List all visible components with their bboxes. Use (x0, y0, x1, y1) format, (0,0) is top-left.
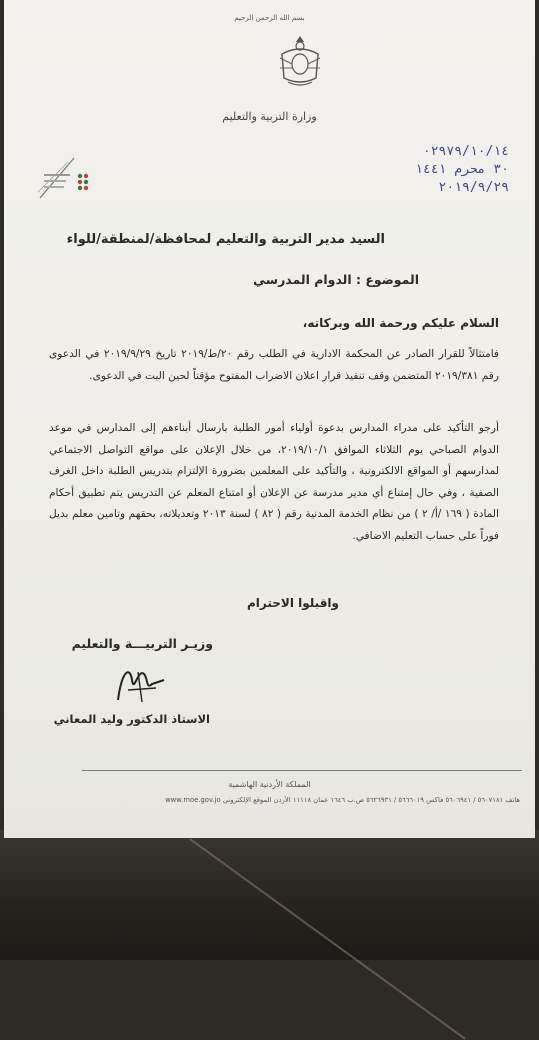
body-paragraph-1: فامتثالاً للقرار الصادر عن المحكمة الادارية في الطلب رقم ٢٠/ط/٢٠١٩ تاريخ ٢٠١٩/٩/٢٩ في الدعوى رقم ٢٠١٩/٣٨١ المتضمن وقف تنفيذ قرار اعلان الاضراب المفتوح مؤقتاً لحين البت في الدعوى. (49, 348, 499, 382)
minister-title: وزيـر التربيـــة والتعليم (71, 636, 213, 651)
jordan-coat-of-arms-icon (276, 34, 324, 90)
closing-line: واقبلوا الاحترام (246, 596, 339, 610)
footer-divider (82, 770, 522, 771)
basmala-heading: بسم الله الرحمن الرحيم (234, 14, 305, 22)
addressee-line: السيد مدير التربية والتعليم لمحافظة/لمنطقة/للواء (66, 232, 385, 247)
gregorian-date: ٢٠١٩/٩/٢٩ (438, 180, 509, 195)
minister-name: الاستاذ الدكتور وليد المعاني (53, 712, 210, 726)
hijri-date: ٣٠ محرم ١٤٤١ (415, 162, 509, 177)
reference-number: ٠٢٩٧٩/١٠/١٤ (422, 144, 509, 159)
letter-page (4, 0, 535, 838)
handwritten-signature-icon (108, 660, 172, 710)
body-paragraph-2: أرجو التأكيد على مدراء المدارس بدعوة أولياء أمور الطلبة بارسال أبناءهم إلى المدارس في موعد الدوام الصباحي يوم الثلاثاء الموافق ٢٠١٩/١٠/١، من خلال الإعلان على مواقع التواصل الاجتماعي لمدارسهم أو المواقع الالكترونية ، والتأكيد على المعلمين بضرورة الإلتزام بتدريس الطلبة داخل الغرف الصفية ، وفي حال إمتناع أي مدير مدرسة عن الإعلان أو امتناع المعلم عن التدريس يتم تطبيق أحكام المادة ( ١٦٩ /أ/ ٢ ) من نظام الخدمة المدنية رقم ( ٨٢ ) لسنة ٢٠١٣ وتعديلاته، بحقهم وتامين معلم بديل فوراً على حساب التعليم الاضافي. (49, 422, 499, 542)
greeting-line: السلام عليكم ورحمة الله وبركاته، (302, 316, 499, 330)
footer-country: المملكة الأردنية الهاشمية (228, 780, 311, 789)
ministry-name: وزارة التربية والتعليم (222, 110, 317, 123)
subject-line: الموضوع : الدوام المدرسي (253, 272, 419, 287)
ministry-side-logo-icon (34, 154, 98, 204)
footer-contact: هاتف ٥٦٠٧١٨١ / ٥٦٠٦٩٤١ فاكس ٥٦٦٦٠١٩ / ٥٦٢٦٩٣١ ص.ب ١٦٤٦ عمان ١١١١٨ الأردن الموقع الإلكتروني www.moe.gov.jo (165, 796, 520, 804)
